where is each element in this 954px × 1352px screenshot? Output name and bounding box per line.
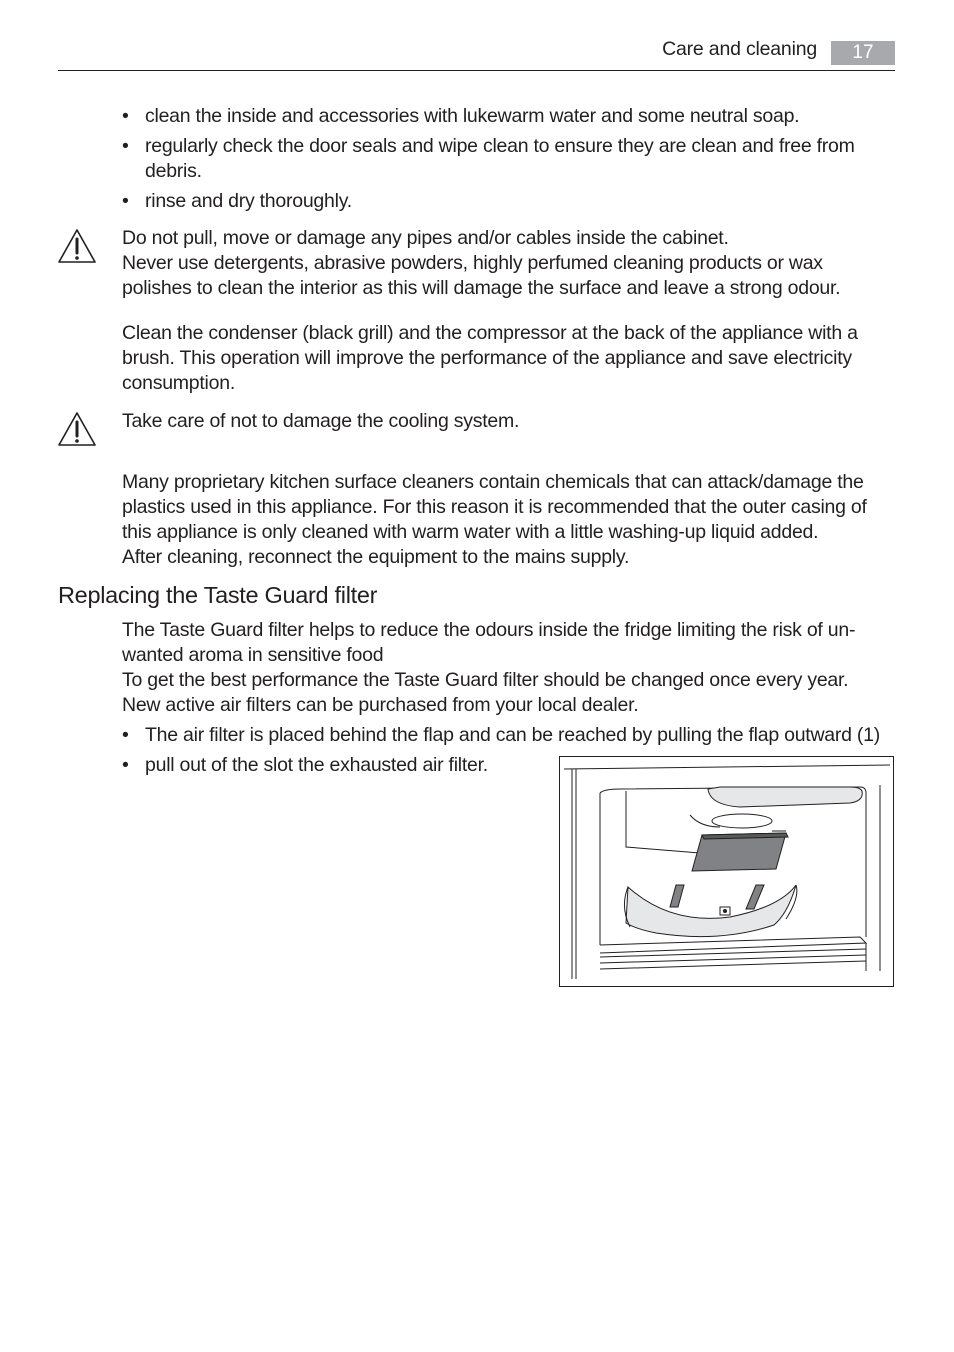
page-number: 17 — [831, 41, 895, 65]
warning-text-detergents: Never use detergents, abrasive powders, highly perfumed cleaning products or wax polishes to clean the interior as this will damage the surface and leave a strong odour. — [122, 252, 841, 299]
list-item — [122, 134, 872, 184]
header-rule — [58, 70, 895, 71]
cleaners-paragraph: Many proprietary kitchen surface cleaners contain chemicals that can attack/damage the plastics used in this appliance. For this reason it is recommended that the outer casing of this appliance is only cleaned with warm water with a little washing-up liquid added. — [122, 471, 867, 543]
list-item — [122, 753, 542, 778]
taste-guard-dealer: New active air filters can be purchased from your local dealer. — [122, 694, 639, 716]
section-heading: Replacing the Taste Guard filter — [58, 582, 378, 608]
taste-guard-intro: The Taste Guard filter helps to reduce the odours inside the fridge limiting the risk of un-wanted aroma in sensitive food — [122, 619, 856, 666]
filter-illustration — [559, 756, 894, 987]
bullet-text: • regularly check the door seals and wipe clean to ensure they are clean and free from debris. — [145, 135, 855, 182]
list-item — [122, 104, 872, 129]
taste-guard-change: To get the best performance the Taste Guard filter should be changed once every year. — [122, 669, 849, 691]
reconnect-line: After cleaning, reconnect the equipment to the mains supply. — [122, 546, 630, 568]
condenser-paragraph: Clean the condenser (black grill) and the compressor at the back of the appliance with a brush. This operation will improve the performance of the appliance and save electricity consumption. — [122, 322, 858, 394]
list-item — [122, 723, 894, 748]
bullet-text: • clean the inside and accessories with lukewarm water and some neutral soap. — [145, 105, 800, 127]
warning-triangle-icon — [57, 228, 97, 264]
bullet-text: • rinse and dry thoroughly. — [145, 190, 352, 212]
fridge-filter-drawing — [560, 757, 893, 986]
warning-text-pipes: Do not pull, move or damage any pipes and/or cables inside the cabinet. — [122, 227, 729, 249]
bullet-text: • The air filter is placed behind the flap and can be reached by pulling the flap outward (1) — [145, 724, 880, 746]
list-item — [122, 189, 872, 214]
running-header-section: Care and cleaning — [662, 38, 817, 60]
bullet-text: • pull out of the slot the exhausted air filter. — [145, 754, 488, 776]
warning-text-cooling: Take care of not to damage the cooling system. — [122, 410, 520, 432]
warning-triangle-icon — [57, 411, 97, 447]
